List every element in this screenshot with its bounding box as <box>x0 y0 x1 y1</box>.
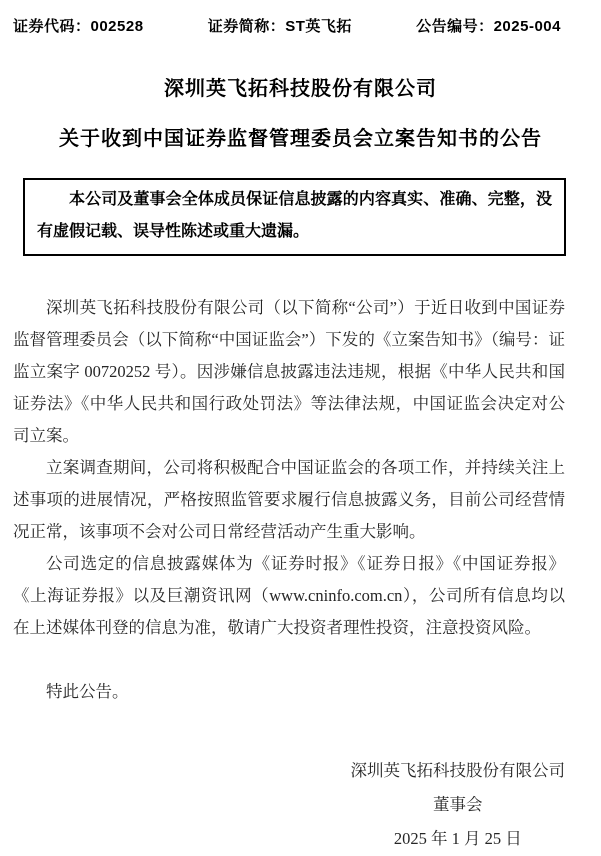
stock-code: 证券代码：002528 <box>13 18 144 35</box>
announcement-number: 公告编号：2025-004 <box>416 18 561 35</box>
announcement-title: 关于收到中国证券监督管理委员会立案告知书的公告 <box>59 128 542 150</box>
closing-statement: 特此公告。 <box>46 682 129 701</box>
paragraph-disclosure-media: 公司选定的信息披露媒体为《证券时报》《证券日报》《中国证券报》《上海证券报》以及巨潮资讯网（www.cninfo.com.cn），公司所有信息均以在上述媒体刊登的信息为准，敬请广大投资者理性投资，注意投资风险。 <box>13 554 565 637</box>
company-title: 深圳英飞拓科技股份有限公司 <box>164 78 437 100</box>
board-guarantee-box: 本公司及董事会全体成员保证信息披露的内容真实、准确、完整，没有虚假记载、误导性陈述或重大遗漏。 <box>23 178 566 256</box>
paragraph-investigation-cooperation: 立案调查期间，公司将积极配合中国证监会的各项工作，并持续关注上述事项的进展情况，严格按照监管要求履行信息披露义务，目前公司经营情况正常，该事项不会对公司日常经营活动产生重大影响。 <box>13 458 565 541</box>
signature-block <box>351 754 566 856</box>
stock-short-name: 证券简称：ST英飞拓 <box>207 18 352 35</box>
signature-date: 2025 年 1 月 25 日 <box>393 829 522 848</box>
signature-board: 董事会 <box>433 795 483 814</box>
signature-company: 深圳英飞拓科技股份有限公司 <box>350 761 565 780</box>
announcement-body <box>13 292 565 644</box>
securities-header <box>0 0 601 36</box>
paragraph-case-notice: 深圳英飞拓科技股份有限公司（以下简称“公司”）于近日收到中国证券监督管理委员会（以下简称“中国证监会”）下发的《立案告知书》（编号：证监立案字 00720252 号）。因涉嫌信息披露违法违规，根据《中华人民共和国证券法》《中华人民共和国行政处罚法》等法律法规，中国证监会决定对公司立案。 <box>13 298 565 445</box>
